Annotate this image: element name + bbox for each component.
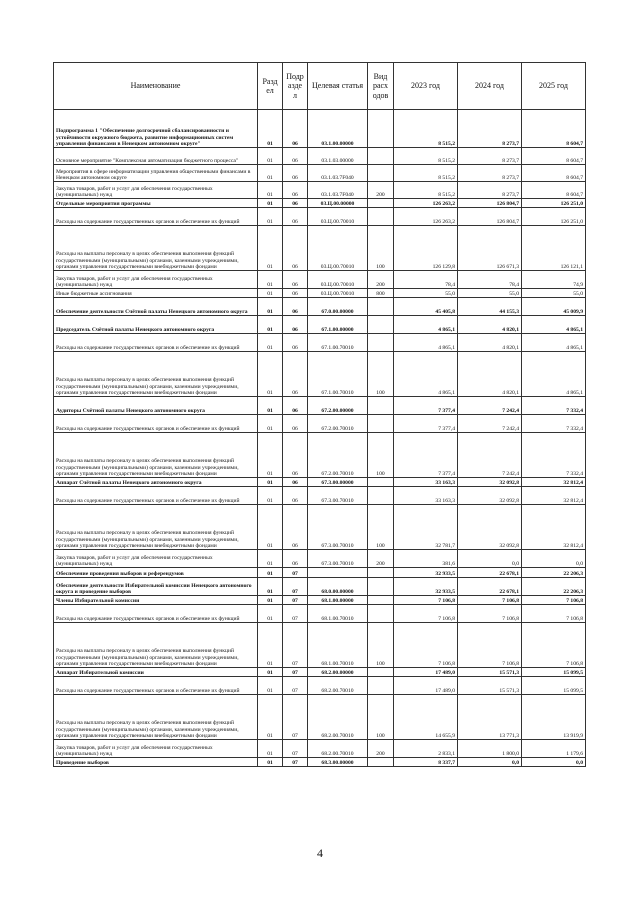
row-value-2024: 4 820,1 [458,334,522,352]
row-target-article: 67.3.00.70010 [308,487,368,505]
row-expense-type: 200 [368,550,394,568]
row-expense-type [368,148,394,165]
row-expense-type: 800 [368,289,394,298]
row-expense-type: 100 [368,623,394,668]
row-expense-type [368,758,394,767]
row-section: 01 [258,550,283,568]
row-target-article: 67.2.00.70010 [308,433,368,478]
row-subsection: 06 [283,271,308,289]
row-value-2024: 15 571,3 [458,677,522,695]
row-value-2024: 32 092,8 [458,505,522,550]
row-section: 01 [258,316,283,334]
row-section: 01 [258,433,283,478]
row-subsection: 06 [283,334,308,352]
row-value-2025: 45 009,9 [522,298,586,316]
row-section: 01 [258,677,283,695]
row-value-2024: 8 273,7 [458,182,522,199]
row-value-2024: 8 273,7 [458,110,522,148]
row-name: Подпрограмма 1 "Обеспечение долгосрочной сбалансированности и устойчивости окружного бюджета, развитие информационных систем управления финансами в Ненецком автономном округе" [54,110,258,148]
table-row [54,596,586,605]
row-name: Аппарат Счётной палаты Ненецкого автономного округа [54,478,258,487]
row-subsection: 07 [283,623,308,668]
row-expense-type [368,316,394,334]
row-value-2024: 0,0 [458,758,522,767]
row-value-2024: 15 571,3 [458,668,522,677]
row-expense-type [368,596,394,605]
row-section: 01 [258,623,283,668]
row-value-2023: 45 405,8 [394,298,458,316]
row-section: 01 [258,596,283,605]
row-name: Отдельные мероприятия программы [54,199,258,208]
row-target-article: 68.0.00.00000 [308,578,368,596]
row-value-2024: 7 106,8 [458,605,522,623]
row-value-2024: 7 106,8 [458,623,522,668]
row-value-2025: 0,0 [522,758,586,767]
budget-table [53,62,586,767]
row-value-2025: 7 332,4 [522,415,586,433]
row-name: Расходы на содержание государственных органов и обеспечение их функций [54,677,258,695]
row-name: Расходы на выплаты персоналу в целях обеспечения выполнения функций государственными (муниципальными) органами, казенными учреждениями, органами управления государственными внебюджетными фондами [54,505,258,550]
row-value-2024: 4 820,1 [458,352,522,397]
row-subsection: 07 [283,695,308,740]
row-target-article: 68.3.00.00000 [308,758,368,767]
page-number: 4 [317,846,323,860]
row-value-2023: 14 655,9 [394,695,458,740]
row-section: 01 [258,505,283,550]
row-value-2025: 126 251,0 [522,208,586,226]
row-expense-type [368,578,394,596]
table-row [54,289,586,298]
row-value-2023: 7 377,4 [394,415,458,433]
row-expense-type: 200 [368,271,394,289]
row-subsection: 07 [283,740,308,758]
row-subsection: 06 [283,182,308,199]
row-value-2024: 7 242,4 [458,415,522,433]
row-value-2025: 4 865,1 [522,334,586,352]
header-year-2023: 2023 год [394,63,458,110]
row-target-article: 03.Ц.00.70010 [308,271,368,289]
row-value-2025: 7 332,4 [522,397,586,415]
row-value-2023: 2 833,1 [394,740,458,758]
row-value-2025: 7 332,4 [522,433,586,478]
row-section: 01 [258,668,283,677]
row-name: Расходы на содержание государственных органов и обеспечение их функций [54,605,258,623]
table-row [54,568,586,578]
row-name: Председатель Счётной палаты Ненецкого автономного округа [54,316,258,334]
table-row [54,740,586,758]
row-name: Расходы на содержание государственных органов и обеспечение их функций [54,487,258,505]
row-target-article: 68.2.00.70010 [308,695,368,740]
row-value-2025: 4 865,1 [522,352,586,397]
row-value-2023: 7 106,8 [394,596,458,605]
table-row [54,695,586,740]
row-value-2024: 4 820,1 [458,316,522,334]
row-target-article [308,568,368,578]
row-value-2024: 7 106,8 [458,596,522,605]
row-expense-type [368,677,394,695]
row-value-2023: 78,4 [394,271,458,289]
table-row [54,487,586,505]
row-section: 01 [258,415,283,433]
row-subsection: 06 [283,316,308,334]
row-name: Закупка товаров, работ и услуг для обеспечения государственных (муниципальных) нужд [54,550,258,568]
row-value-2024: 126 804,7 [458,199,522,208]
row-value-2024: 8 273,7 [458,148,522,165]
row-target-article: 68.1.00.70010 [308,623,368,668]
row-subsection: 06 [283,433,308,478]
row-expense-type [368,334,394,352]
table-row [54,352,586,397]
row-expense-type [368,110,394,148]
row-value-2025: 1 179,6 [522,740,586,758]
row-value-2023: 17 489,0 [394,668,458,677]
row-name: Обеспечение деятельности Счётной палаты Ненецкого автономного округа [54,298,258,316]
row-value-2023: 33 163,3 [394,487,458,505]
row-target-article: 67.3.00.70010 [308,505,368,550]
row-value-2024: 126 804,7 [458,208,522,226]
row-name: Аудиторы Счётной палаты Ненецкого автономного округа [54,397,258,415]
table-row [54,208,586,226]
row-value-2023: 8 515,2 [394,165,458,182]
row-value-2023: 8 337,7 [394,758,458,767]
row-value-2024: 13 771,3 [458,695,522,740]
row-value-2025: 0,0 [522,550,586,568]
table-row [54,298,586,316]
row-name: Расходы на выплаты персоналу в целях обеспечения выполнения функций государственными (муниципальными) органами, казенными учреждениями, органами управления государственными внебюджетными фондами [54,623,258,668]
row-value-2023: 55,0 [394,289,458,298]
table-row [54,668,586,677]
row-expense-type [368,208,394,226]
table-row [54,316,586,334]
row-target-article: 67.0.00.00000 [308,298,368,316]
row-value-2025: 126 251,0 [522,199,586,208]
row-value-2023: 4 865,1 [394,352,458,397]
row-value-2025: 7 106,8 [522,596,586,605]
row-target-article: 68.2.00.70010 [308,740,368,758]
row-section: 01 [258,271,283,289]
row-value-2023: 8 515,2 [394,148,458,165]
row-expense-type: 100 [368,433,394,478]
table-row [54,226,586,271]
row-value-2023: 32 933,5 [394,578,458,596]
row-value-2024: 78,4 [458,271,522,289]
row-value-2023: 17 489,0 [394,677,458,695]
row-value-2024: 44 155,3 [458,298,522,316]
row-value-2025: 13 919,9 [522,695,586,740]
row-target-article: 03.Ц.00.00000 [308,199,368,208]
row-section: 01 [258,208,283,226]
row-value-2025: 32 812,4 [522,478,586,487]
row-value-2025: 7 106,8 [522,605,586,623]
row-value-2025: 22 206,3 [522,578,586,596]
table-row [54,148,586,165]
row-target-article: 03.1.03.00000 [308,148,368,165]
row-target-article: 67.3.00.70010 [308,550,368,568]
row-section: 01 [258,165,283,182]
table-row [54,199,586,208]
row-expense-type: 100 [368,505,394,550]
table-row [54,334,586,352]
row-name: Расходы на содержание государственных органов и обеспечение их функций [54,208,258,226]
row-name: Закупка товаров, работ и услуг для обеспечения государственных (муниципальных) нужд [54,271,258,289]
row-name: Члены Избирательной комиссии [54,596,258,605]
header-section: Разд ел [258,63,283,110]
row-target-article: 03.Ц.00.70010 [308,208,368,226]
document-page [53,62,585,767]
row-expense-type: 200 [368,740,394,758]
row-expense-type [368,605,394,623]
row-subsection: 06 [283,397,308,415]
row-section: 01 [258,758,283,767]
table-row [54,397,586,415]
row-name: Расходы на выплаты персоналу в целях обеспечения выполнения функций государственными (муниципальными) органами, казенными учреждениями, органами управления государственными внебюджетными фондами [54,695,258,740]
row-subsection: 06 [283,298,308,316]
row-expense-type [368,668,394,677]
row-value-2024: 8 273,7 [458,165,522,182]
header-year-2024: 2024 год [458,63,522,110]
row-target-article: 67.2.00.70010 [308,415,368,433]
table-body [54,110,586,767]
row-value-2024: 0,0 [458,550,522,568]
table-row [54,550,586,568]
table-row [54,578,586,596]
table-header-row [54,63,586,110]
header-subsection: Подр азде л [283,63,308,110]
row-value-2024: 7 242,4 [458,397,522,415]
row-target-article: 03.1.03.7F040 [308,182,368,199]
row-expense-type: 100 [368,695,394,740]
row-target-article: 67.1.00.70010 [308,352,368,397]
row-section: 01 [258,352,283,397]
row-value-2024: 32 092,8 [458,478,522,487]
row-section: 01 [258,226,283,271]
row-value-2023: 7 106,8 [394,605,458,623]
row-value-2025: 74,9 [522,271,586,289]
row-value-2023: 4 865,1 [394,334,458,352]
row-target-article: 67.1.00.00000 [308,316,368,334]
row-name: Расходы на выплаты персоналу в целях обеспечения выполнения функций государственными (муниципальными) органами, казенными учреждениями, органами управления государственными внебюджетными фондами [54,226,258,271]
row-subsection: 07 [283,568,308,578]
row-value-2023: 126 263,2 [394,199,458,208]
row-name: Иные бюджетные ассигнования [54,289,258,298]
row-value-2023: 7 377,4 [394,397,458,415]
row-target-article: 68.2.00.70010 [308,677,368,695]
row-expense-type [368,397,394,415]
row-expense-type [368,478,394,487]
row-target-article: 68.2.00.00000 [308,668,368,677]
row-subsection: 07 [283,677,308,695]
row-value-2025: 4 865,1 [522,316,586,334]
row-value-2025: 32 812,4 [522,487,586,505]
row-section: 01 [258,110,283,148]
row-section: 01 [258,334,283,352]
table-row [54,677,586,695]
row-expense-type [368,568,394,578]
header-name: Наименование [54,63,258,110]
row-subsection: 06 [283,352,308,397]
table-row [54,110,586,148]
row-section: 01 [258,289,283,298]
row-value-2024: 55,0 [458,289,522,298]
row-expense-type: 100 [368,226,394,271]
table-row [54,182,586,199]
row-target-article: 03.1.03.7F040 [308,165,368,182]
row-target-article: 67.3.00.00000 [308,478,368,487]
row-name: Основное мероприятие "Комплексная автоматизация бюджетного процесса" [54,148,258,165]
row-subsection: 06 [283,208,308,226]
row-value-2023: 8 515,2 [394,182,458,199]
table-row [54,623,586,668]
row-value-2023: 126 263,2 [394,208,458,226]
header-expense-type: Вид расх одов [368,63,394,110]
row-subsection: 06 [283,415,308,433]
row-value-2025: 8 604,7 [522,182,586,199]
row-target-article: 03.Ц.00.70010 [308,289,368,298]
table-row [54,505,586,550]
row-subsection: 06 [283,226,308,271]
row-value-2023: 7 377,4 [394,433,458,478]
row-value-2024: 7 242,4 [458,433,522,478]
row-value-2025: 15 099,5 [522,668,586,677]
table-row [54,433,586,478]
row-value-2025: 32 812,4 [522,505,586,550]
row-subsection: 07 [283,668,308,677]
row-section: 01 [258,605,283,623]
row-subsection: 06 [283,289,308,298]
header-year-2025: 2025 год [522,63,586,110]
row-target-article: 68.1.00.00000 [308,596,368,605]
row-section: 01 [258,578,283,596]
row-value-2025: 8 604,7 [522,165,586,182]
row-section: 01 [258,478,283,487]
row-name: Мероприятия в сфере информатизации управления общественными финансами в Ненецком автономном округе [54,165,258,182]
row-value-2023: 33 163,3 [394,478,458,487]
row-expense-type [368,487,394,505]
table-row [54,478,586,487]
row-subsection: 06 [283,165,308,182]
row-target-article: 67.1.00.70010 [308,334,368,352]
row-name: Закупка товаров, работ и услуг для обеспечения государственных (муниципальных) нужд [54,182,258,199]
row-expense-type [368,199,394,208]
row-section: 01 [258,695,283,740]
row-name: Обеспечение проведения выборов и референдумов [54,568,258,578]
row-expense-type [368,165,394,182]
row-value-2025: 55,0 [522,289,586,298]
row-target-article: 03.Ц.00.70010 [308,226,368,271]
row-value-2025: 22 206,3 [522,568,586,578]
row-section: 01 [258,199,283,208]
row-value-2023: 126 129,8 [394,226,458,271]
row-expense-type [368,298,394,316]
row-target-article: 68.1.00.70010 [308,605,368,623]
row-name: Расходы на выплаты персоналу в целях обеспечения выполнения функций государственными (муниципальными) органами, казенными учреждениями, органами управления государственными внебюджетными фондами [54,352,258,397]
row-subsection: 06 [283,550,308,568]
row-subsection: 06 [283,199,308,208]
table-row [54,271,586,289]
row-value-2024: 1 800,0 [458,740,522,758]
header-target-article: Целевая статья [308,63,368,110]
row-value-2025: 15 099,5 [522,677,586,695]
row-subsection: 06 [283,478,308,487]
row-value-2023: 32 933,5 [394,568,458,578]
row-subsection: 07 [283,605,308,623]
row-value-2023: 7 106,8 [394,623,458,668]
row-section: 01 [258,487,283,505]
row-name: Проведение выборов [54,758,258,767]
row-subsection: 06 [283,110,308,148]
table-row [54,605,586,623]
row-section: 01 [258,568,283,578]
row-section: 01 [258,182,283,199]
row-value-2023: 381,6 [394,550,458,568]
row-subsection: 06 [283,487,308,505]
row-subsection: 07 [283,758,308,767]
row-value-2025: 7 106,8 [522,623,586,668]
row-name: Аппарат Избирательной комиссии [54,668,258,677]
row-name: Расходы на выплаты персоналу в целях обеспечения выполнения функций государственными (муниципальными) органами, казенными учреждениями, органами управления государственными внебюджетными фондами [54,433,258,478]
row-target-article: 03.1.00.00000 [308,110,368,148]
row-name: Расходы на содержание государственных органов и обеспечение их функций [54,334,258,352]
row-value-2025: 8 604,7 [522,148,586,165]
row-value-2024: 22 678,1 [458,568,522,578]
row-value-2023: 8 515,2 [394,110,458,148]
row-name: Закупка товаров, работ и услуг для обеспечения государственных (муниципальных) нужд [54,740,258,758]
row-subsection: 06 [283,148,308,165]
row-expense-type [368,415,394,433]
row-subsection: 07 [283,596,308,605]
row-value-2023: 32 781,7 [394,505,458,550]
row-value-2024: 126 671,3 [458,226,522,271]
row-value-2023: 4 865,1 [394,316,458,334]
row-subsection: 06 [283,505,308,550]
row-subsection: 07 [283,578,308,596]
row-value-2025: 126 121,1 [522,226,586,271]
row-name: Обеспечение деятельности Избирательной комиссии Ненецкого автономного округа и проведение выборов [54,578,258,596]
row-section: 01 [258,298,283,316]
row-value-2024: 22 678,1 [458,578,522,596]
row-target-article: 67.2.00.00000 [308,397,368,415]
row-section: 01 [258,740,283,758]
row-name: Расходы на содержание государственных органов и обеспечение их функций [54,415,258,433]
row-value-2025: 8 604,7 [522,110,586,148]
table-row [54,415,586,433]
row-section: 01 [258,148,283,165]
row-expense-type: 100 [368,352,394,397]
table-row [54,165,586,182]
row-expense-type: 200 [368,182,394,199]
table-row [54,758,586,767]
row-section: 01 [258,397,283,415]
row-value-2024: 32 092,8 [458,487,522,505]
